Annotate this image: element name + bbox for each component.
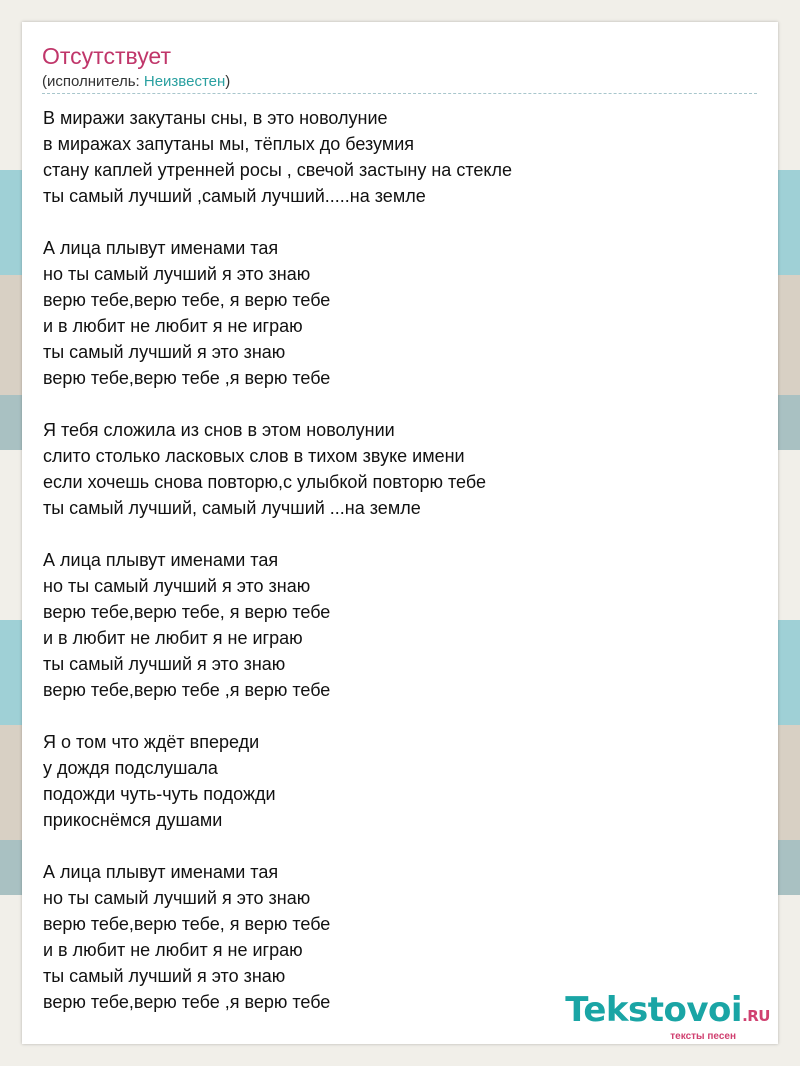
lyrics-stanza [43,105,763,209]
lyric-line: у дождя подслушала [43,758,218,778]
lyric-line: А лица плывут именами тая [43,862,279,882]
lyrics-body [43,105,763,1041]
lyric-line: прикоснёмся душами [43,810,223,830]
lyric-line: подожди чуть-чуть подожди [43,784,276,804]
lyric-line: и в любит не любит я не играю [43,628,303,648]
artist-line [42,72,230,92]
lyric-line: верю тебе,верю тебе ,я верю тебе [43,680,331,700]
artist-suffix: ) [225,73,231,90]
lyric-line: стану каплей утренней росы , свечой застыну на стекле [43,160,512,180]
lyric-line: верю тебе,верю тебе ,я верю тебе [43,992,331,1012]
lyric-line: А лица плывут именами тая [43,238,279,258]
artist-prefix: (исполнитель: [42,73,144,90]
lyric-line: и в любит не любит я не играю [43,940,303,960]
lyric-line: ты самый лучший ,самый лучший.....на земле [43,186,426,206]
lyric-line: но ты самый лучший я это знаю [43,888,311,908]
logo-wordmark [565,992,770,1034]
lyric-line: слито столько ласковых слов в тихом звуке имени [43,446,465,466]
lyrics-stanza [43,547,763,703]
lyric-line: Я о том что ждёт впереди [43,732,260,752]
lyric-line: но ты самый лучший я это знаю [43,576,311,596]
lyrics-stanza [43,417,763,521]
lyrics-stanza [43,729,763,833]
lyric-line: ты самый лучший я это знаю [43,342,286,362]
lyrics-card [22,22,778,1044]
lyric-line: ты самый лучший, самый лучший ...на земле [43,498,421,518]
lyric-line: но ты самый лучший я это знаю [43,264,311,284]
logo-tld: .RU [742,1007,770,1025]
lyric-line: если хочешь снова повторю,с улыбкой повторю тебе [43,472,486,492]
lyric-line: ты самый лучший я это знаю [43,966,286,986]
lyric-line: в миражах запутаны мы, тёплых до безумия [43,134,415,154]
lyric-line: верю тебе,верю тебе, я верю тебе [43,914,331,934]
site-logo[interactable] [565,992,770,1042]
title-divider [42,93,757,94]
song-title: Отсутствует [42,43,171,69]
lyric-line: А лица плывут именами тая [43,550,279,570]
artist-link[interactable]: Неизвестен [143,73,226,90]
lyric-line: В миражи закутаны сны, в это новолуние [43,108,388,128]
logo-main-text: Tekstovoi [565,990,743,1030]
lyric-line: Я тебя сложила из снов в этом новолунии [43,420,395,440]
lyric-line: верю тебе,верю тебе ,я верю тебе [43,368,331,388]
lyric-line: и в любит не любит я не играю [43,316,303,336]
lyrics-stanza [43,235,763,391]
lyric-line: верю тебе,верю тебе, я верю тебе [43,290,331,310]
lyric-line: ты самый лучший я это знаю [43,654,286,674]
lyric-line: верю тебе,верю тебе, я верю тебе [43,602,331,622]
logo-tagline: тексты песен [670,1031,736,1042]
